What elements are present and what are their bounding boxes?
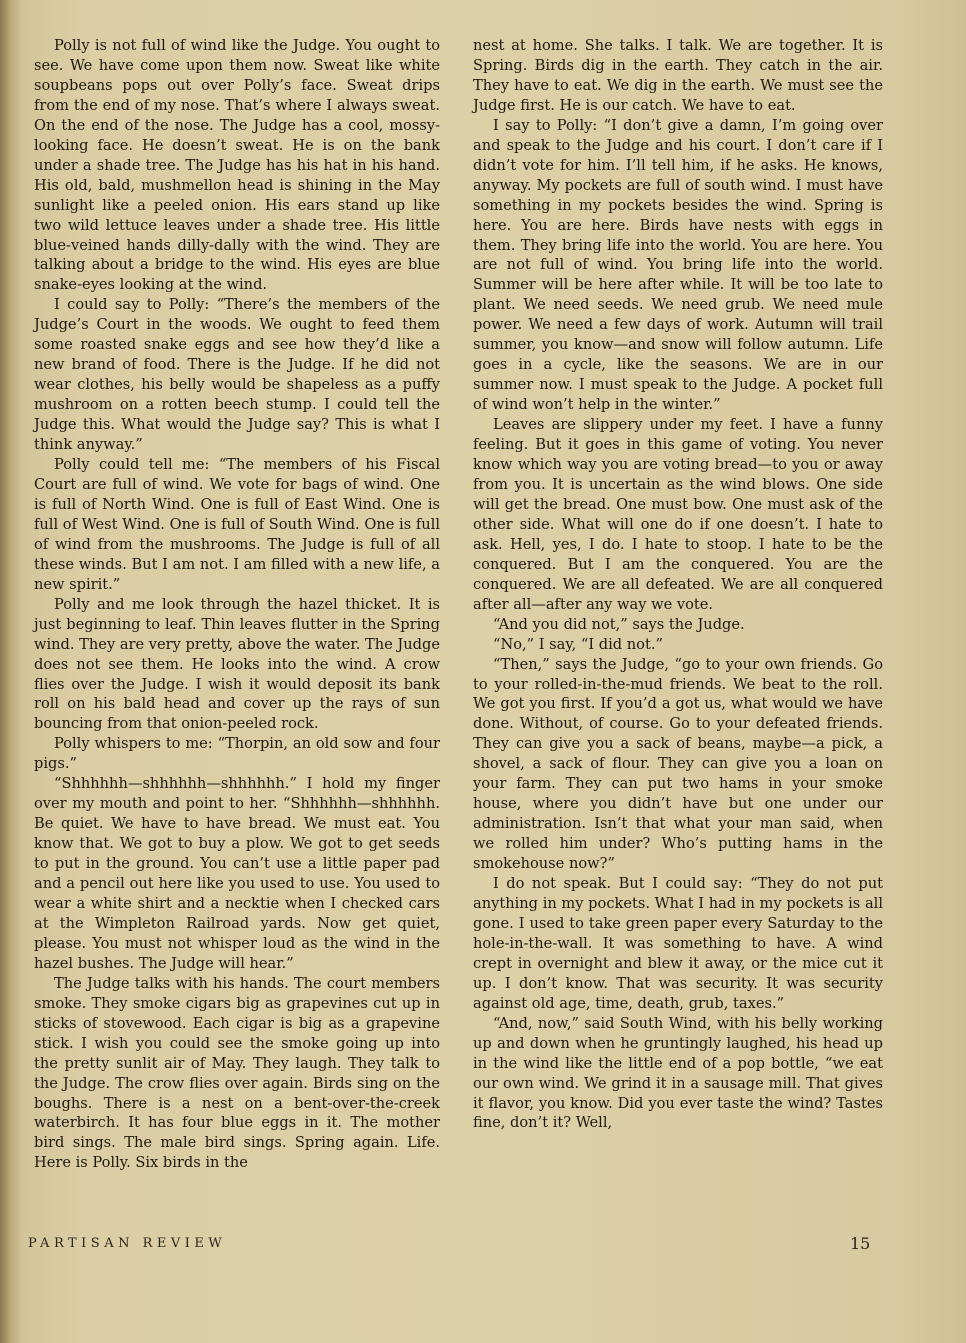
continued-paragraph: nest at home. She talks. I talk. We are together. It is Spring. Birds dig in the earth. They catch in the air. They have to eat. We dig in the earth. We must see the Judge first. He is our catch. We have to eat. xyxy=(473,37,883,114)
paragraph: “And you did not,” says the Judge. xyxy=(493,615,745,633)
left-text-column xyxy=(34,36,440,1173)
journal-title: PARTISAN REVIEW xyxy=(28,1236,227,1251)
paragraph: Polly whispers to me: “Thorpin, an old sow and four pigs.” xyxy=(34,735,440,773)
paragraph: “No,” I say, “I did not.” xyxy=(493,635,663,653)
paragraph: “And, now,” said South Wind, with his belly working up and down when he gruntingly laughed, his head up in the wind like the little end of a pop bottle, “we eat our own wind. We grind it in a sausage mill. That gives it flavor, you know. Did you ever taste the wind? Tastes fine, don’t it? Well, xyxy=(473,1014,883,1132)
paragraph: I could say to Polly: “There’s the members of the Judge’s Court in the woods. We ought to feed them some roasted snake eggs and see how they’d like a new brand of food. There is the Judge. If he did not wear clothes, his belly would be shapeless as a puffy mushroom on a rotten beech stump. I could tell the Judge this. What would the Judge say? This is what I think anyway.” xyxy=(34,296,440,454)
paragraph: Polly is not full of wind like the Judge. You ought to see. We have come upon them now. Sweat like white soupbeans pops out over Polly’s face. Sweat drips from the end of my nose. That’s where I always sweat. On the end of the nose. The Judge has a cool, mossy-looking face. He doesn’t sweat. He is on the bank under a shade tree. The Judge has his hat in his hand. His old, bald, mushmellon head is shining in the May sunlight like a peeled onion. His ears stand up like two wild lettuce leaves under a shade tree. His little blue-veined hands dilly-dally with the wind. They are talking about a bridge to the wind. His eyes are blue snake-eyes looking at the wind. xyxy=(34,37,440,294)
paragraph: “Shhhhhh—shhhhhh—shhhhhh.” I hold my finger over my mouth and point to her. “Shhhhhh—shhhhhh. Be quiet. We have to have bread. We must eat. You know that. We got to buy a plow. We got to get seeds to put in the ground. You can’t use a little paper pad and a pencil out here like you used to use. You used to wear a white shirt and a necktie when I checked cars at the Wimpleton Railroad yards. Now get quiet, please. You must not whisper loud as the wind in the hazel bushes. The Judge will hear.” xyxy=(34,775,440,972)
page-number: 15 xyxy=(850,1234,871,1253)
paragraph: Leaves are slippery under my feet. I have a funny feeling. But it goes in this game of voting. You never know which way you are voting bread—to you or away from you. It is uncertain as the wind blows. One side will get the bread. One must bow. One must ask of the other side. What will one do if one doesn’t. I hate to ask. Hell, yes, I do. I hate to stoop. I hate to be the conquered. But I am the conquered. You are the conquered. We are all defeated. We are all conquered after all—after any way we vote. xyxy=(473,416,883,613)
paragraph: I do not speak. But I could say: “They do not put anything in my pockets. What I had in my pockets is all gone. I used to take green paper every Saturday to the hole-in-the-wall. It was something to have. A wind crept in overnight and blew it away, or the mice cut it up. I don’t know. That was security. It was security against old age, time, death, grub, taxes.” xyxy=(473,875,883,1012)
paragraph: “Then,” says the Judge, “go to your own friends. Go to your rolled-in-the-mud friends. We beat to the roll. We got you first. If you’d a got us, what would we have done. Without, of course. Go to your defeated friends. They can give you a sack of beans, maybe—a pick, a shovel, a sack of flour. They can give you a loan on your farm. They can put two hams in your smoke house, where you didn’t have but one under our administration. Isn’t that what your man said, when we rolled him under? Who’s putting hams in the smokehouse now?” xyxy=(473,655,883,873)
right-text-column xyxy=(473,36,883,1133)
paragraph: Polly and me look through the hazel thicket. It is just beginning to leaf. Thin leaves flutter in the Spring wind. They are very pretty, above the water. The Judge does not see them. He looks into the wind. A crow flies over the Judge. I wish it would deposit its bank roll on his bald head and cover up the rays of sun bouncing from that onion-peeled rock. xyxy=(34,595,441,733)
paragraph: Polly could tell me: “The members of his Fiscal Court are full of wind. We vote for bags of wind. One is full of North Wind. One is full of East Wind. One is full of West Wind. One is full of South Wind. One is full of wind from the mushrooms. The Judge is full of all these winds. But I am not. I am filled with a new life, a new spirit.” xyxy=(34,456,440,593)
paragraph: The Judge talks with his hands. The court members smoke. They smoke cigars big as grapevines cut up in sticks of stovewood. Each cigar is big as a grapevine stick. I wish you could see the smoke going up into the pretty sunlit air of May. They laugh. They talk to the Judge. The crow flies over again. Birds sing on the boughs. There is a nest on a bent-over-the-creek waterbirch. It has four blue eggs in it. The mother bird sings. The male bird sings. Spring again. Life. Here is Polly. Six birds in the xyxy=(34,974,440,1172)
paragraph: I say to Polly: “I don’t give a damn, I’m going over and speak to the Judge and his court. I don’t care if I didn’t vote for him. I’ll tell him, if he asks. He knows, anyway. My pockets are full of south wind. I must have something in my pockets besides the wind. Spring is here. You are here. Birds have nests with eggs in them. They bring life into the world. You are here. You are not full of wind. You bring life into the world. Summer will be here after while. It will be too late to plant. We need seeds. We need grub. We need mule power. We need a few days of work. Autumn will trail summer, you know—and snow will follow autumn. Life goes in a cycle, like the seasons. We are in our summer now. I must speak to the Judge. A pocket full of wind won’t help in the winter.” xyxy=(473,116,883,414)
